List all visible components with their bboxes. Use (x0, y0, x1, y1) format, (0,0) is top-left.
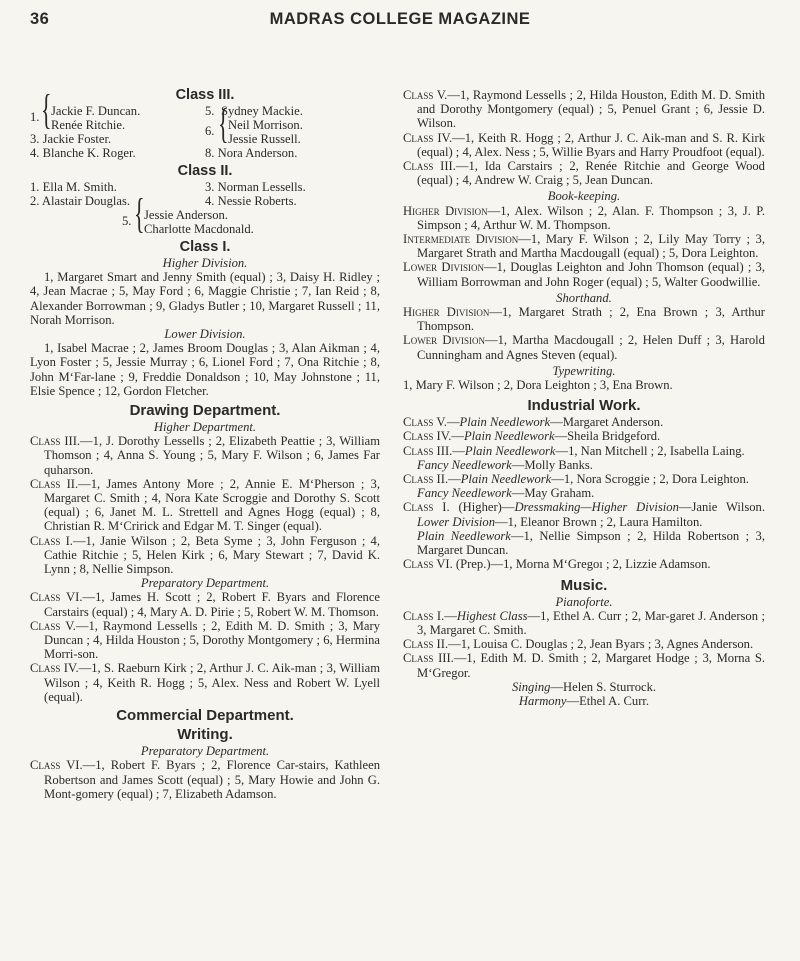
industrial-class-ii-fancy: Fancy Needlework—May Graham. (417, 486, 595, 501)
industrial-class-ii: Class II.—Plain Needlework—1, Nora Scroggie ; 2, Dora Leighton. (403, 472, 749, 487)
typewriting-label: Typewriting. (552, 363, 616, 378)
higher-division-label: Higher Division. (162, 256, 248, 270)
drawing-class-i: Class I.—1, Janie Wilson ; 2, Beta Syme ; 3, John Ferguson ; 4, Cathie Ritchie ; 5, Helen Kirk ; 6, Mary Stewart ; 7, David K. Lynn ; 8, Nellie Simpson. (30, 533, 380, 577)
book-keeping-label: Book-keeping. (547, 189, 621, 204)
list-item: Jackie F. Duncan. (51, 104, 141, 118)
harmony-line: Harmony—Ethel A. Curr. (518, 693, 650, 708)
list-item: 8. Nora Anderson. (205, 146, 298, 160)
class-ii-list (30, 180, 380, 237)
industrial-class-i: Class I. (Higher)—Dressmaking—Higher Division—Janie Wilson. Lower Division—1, Eleanor Brown ; 2, Laura Hamilton. (403, 500, 766, 529)
drawing-class-iii: Class III.—1, J. Dorothy Lessells ; 2, Elizabeth Peattie ; 3, William Thomson ; 4, Anna S. Young ; 5, Mary F. Wilson ; 6, James Far quharson. (30, 434, 380, 477)
music-class-i: Class I.—Highest Class—1, Ethel A. Curr ; 2, Mar-garet J. Anderson ; 3, Margaret C. Smith. (403, 608, 765, 637)
pianoforte-label: Pianoforte. (555, 594, 613, 609)
book-keeping-lower: Lower Division—1, Douglas Leighton and John Thomson (equal) ; 3, William Borrowman and John Roger (equal) ; 5, Walter Goodwillie. (403, 260, 765, 289)
list-item: 4. Nessie Roberts. (205, 194, 297, 208)
music-class-iii: Class III.—1, Edith M. D. Smith ; 2, Margaret Hodge ; 3, Morna S. M‘Gregor. (403, 651, 765, 680)
brace-icon: { (218, 99, 229, 147)
music-class-ii: Class II.—1, Louisa C. Douglas ; 2, Jean Byars ; 3, Agnes Anderson. (403, 637, 754, 652)
class-iii-heading: Class III. (175, 87, 235, 103)
drawing-class-v: Class V.—1, Raymond Lessells ; 2, Edith M. D. Smith ; 3, Mary Duncan ; 4, Hilda Houston ; 5, Dorothy Montgomery ; 6, Hermina Morri-son. (30, 618, 380, 662)
industrial-heading: Industrial Work. (527, 397, 641, 415)
class-ii-heading: Class II. (177, 163, 233, 179)
industrial-class-iv: Class IV.—Plain Needlework—Sheila Bridgeford. (403, 429, 661, 444)
list-item: Jessie Anderson. (144, 208, 228, 222)
preparatory-department-label: Preparatory Department. (140, 576, 270, 591)
book-keeping-intermediate: Intermediate Division—1, Mary F. Wilson ; 2, Lily May Torry ; 3, Margaret Strath and Martha Macdougall (equal) ; 5, Dora Leighton. (403, 232, 765, 261)
list-num: 6. (205, 124, 215, 138)
list-item: 1. Ella M. Smith. (30, 180, 117, 194)
list-item: 4. Blanche K. Roger. (30, 146, 136, 160)
drawing-class-ii: Class II.—1, James Antony More ; 2, Annie E. M‘Pherson ; 3, Margaret C. Smith ; 4, Nora Kate Scroggie and Dorothy S. Scott (equal) ; 6, Janet M. L. Strettell and Agnes Hogg (equal) ; 8, Christian R. M‘Cririck and Edgar M. T. Singer (equal). (30, 476, 381, 534)
list-item: 3. Norman Lessells. (205, 180, 306, 194)
typewriting-text: 1, Mary F. Wilson ; 2, Dora Leighton ; 3, Ena Brown. (403, 378, 673, 393)
lower-division-text: 1, Isabel Macrae ; 2, James Broom Douglas ; 3, Alan Aikman ; 4, Lyon Foster ; 5, Jessie Murray ; 6, Lionel Ford ; 7, Ona Ritchie ; 8, John M‘Far-lane ; 9, Freddie Donaldson ; 10, May Johnstone ; 11, Elsie Spence ; 12, Gordon Fletcher. (30, 341, 380, 398)
industrial-class-vi: Class VI. (Prep.)—1, Morna M‘Gregoı ; 2, Lizzie Adamson. (403, 557, 711, 572)
writing-heading: Writing. (177, 726, 233, 744)
list-item: Neil Morrison. (228, 118, 303, 132)
industrial-class-iii: Class III.—Plain Needlework—1, Nan Mitchell ; 2, Isabella Laing. (403, 443, 745, 458)
list-item: Sydney Mackie. (221, 104, 303, 118)
running-header (30, 10, 770, 34)
brace-icon: { (41, 85, 52, 133)
commercial-heading: Commercial Department. (116, 707, 294, 725)
shorthand-higher: Higher Division—1, Margaret Strath ; 2, Ena Brown ; 3, Arthur Thompson. (403, 305, 765, 334)
list-num: 1. (30, 110, 40, 124)
drawing-heading: Drawing Department. (129, 402, 281, 420)
writing-class-vi: Class VI.—1, Robert F. Byars ; 2, Florence Car-stairs, Kathleen Robertson and James Scott (equal) ; 5, Mary Howie and John G. Mont-gomery (equal) ; 7, Elizabeth Adamson. (30, 758, 380, 801)
drawing-class-iv: Class IV.—1, S. Raeburn Kirk ; 2, Arthur J. C. Aik-man ; 3, William Wilson ; 4, Keith R. Hogg ; 5, Alex. Ness and Robert W. Lyell (equal). (30, 661, 381, 704)
shorthand-lower: Lower Division—1, Martha Macdougall ; 2, Helen Duff ; 3, Harold Cunningham and Agnes Steven (equal). (403, 333, 765, 362)
drawing-class-vi: Class VI.—1, James H. Scott ; 2, Robert F. Byars and Florence Carstairs (equal) ; 4, Mary A. D. Pirie ; 5, Robert W. M. Thomson. (30, 590, 381, 619)
higher-department-label: Higher Department. (153, 420, 257, 435)
page-number: 36 (30, 10, 50, 28)
book-keeping-higher: Higher Division—1, Alex. Wilson ; 2, Alan. F. Thompson ; 3, J. P. Simpson ; 4, Arthur W. M. Thompson. (403, 203, 765, 232)
list-item: Jessie Russell. (228, 132, 301, 146)
list-num: 5. (122, 214, 132, 228)
industrial-class-i-plain: Plain Needlework—1, Nellie Simpson ; 2, Hilda Robertson ; 3, Margaret Duncan. (417, 528, 765, 558)
list-item: Renée Ritchie. (51, 118, 126, 132)
music-heading: Music. (560, 576, 608, 594)
singing-line: Singing—Helen S. Sturrock. (511, 679, 657, 694)
preparatory-department-label-2: Preparatory Department. (140, 744, 270, 759)
industrial-class-v: Class V.—Plain Needlework—Margaret Anderson. (403, 415, 664, 430)
list-item: 3. Jackie Foster. (30, 132, 112, 146)
writing-class-iv: Class IV.—1, Keith R. Hogg ; 2, Arthur J. C. Aik-man and S. R. Kirk (equal) ; 4, Alex. Ness ; 5, Willie Byars and Harry Proudfoot (equal). (403, 130, 765, 159)
brace-icon: { (134, 189, 145, 237)
shorthand-label: Shorthand. (556, 290, 612, 305)
class-i-heading: Class I. (179, 239, 231, 255)
list-num: 5. (205, 104, 215, 118)
left-column (30, 86, 380, 801)
magazine-title: MADRAS COLLEGE MAGAZINE (269, 10, 531, 28)
list-item: 2. Alastair Douglas. (30, 194, 131, 208)
lower-division-label: Lower Division. (164, 327, 246, 342)
writing-class-v: Class V.—1, Raymond Lessells ; 2, Hilda Houston, Edith M. D. Smith and Dorothy Montgomery (equal) ; 5, Penuel Grant ; 6, Jessie D. Wilson. (403, 88, 765, 131)
writing-class-iii: Class III.—1, Ida Carstairs ; 2, Renée Ritchie and George Wood (equal) ; 4, Andrew W. Craig ; 5, Jean Duncan. (403, 159, 765, 188)
industrial-class-iii-fancy: Fancy Needlework—Molly Banks. (417, 457, 593, 472)
list-item: Charlotte Macdonald. (144, 222, 254, 236)
higher-division-text: 1, Margaret Smart and Jenny Smith (equal) ; 3, Daisy H. Ridley ; 4, Jean Macrae ; 5, May Ford ; 6, Maggie Christie ; 7, Ian Reid ; 8, Alexander Borrowman ; 9, Gladys Butler ; 10, Margaret Russell ; 11, Norah Morrison. (30, 270, 380, 327)
right-column (403, 88, 765, 708)
